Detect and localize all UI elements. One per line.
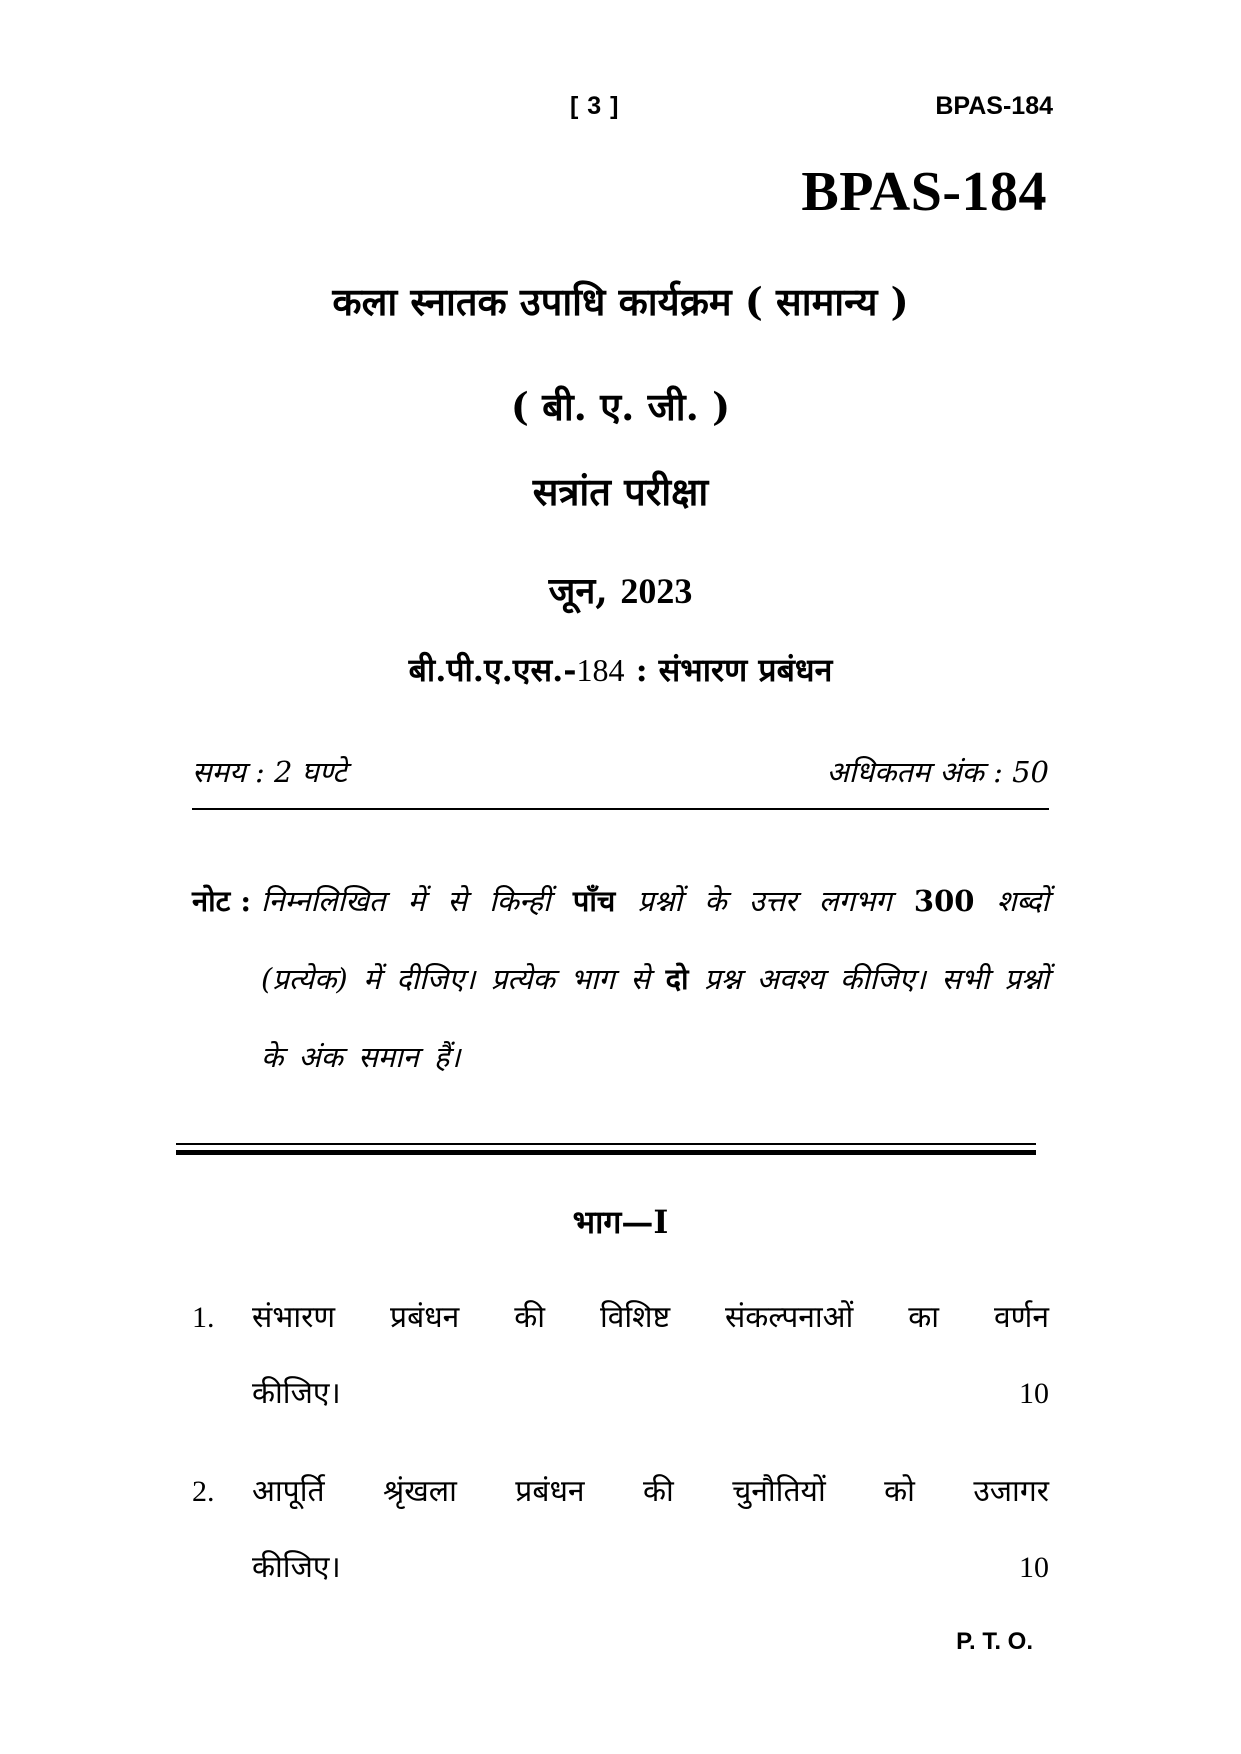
note-text-part: शब्दों (प्रत्येक) में दीजिए। प्रत्येक भाग से	[261, 884, 1050, 996]
question-text-end: कीजिए।	[252, 1550, 341, 1585]
header-course-code: BPAS-184	[935, 92, 1053, 120]
question-body	[252, 1454, 1049, 1606]
question-text: संभारण प्रबंधन की विशिष्ट संकल्पनाओं का वर्णन	[252, 1300, 1049, 1335]
question-last-line	[252, 1356, 1049, 1432]
question-item	[192, 1280, 1049, 1432]
exam-date	[0, 565, 1241, 614]
course-separator: :	[635, 651, 648, 689]
question-text-end: कीजिए।	[252, 1376, 341, 1411]
note-emphasis-two: दो	[665, 962, 689, 996]
course-name: संभारण प्रबंधन	[658, 651, 833, 689]
course-code-title: BPAS-184	[801, 161, 1047, 223]
note-emphasis-word-count: 300	[913, 884, 975, 918]
note-label: नोट :	[192, 884, 252, 918]
question-body	[252, 1280, 1049, 1432]
section-heading: भाग—I	[572, 1203, 669, 1241]
question-number: 1.	[192, 1301, 215, 1334]
note-text	[261, 862, 1049, 1096]
program-abbreviation: ( बी. ए. जी. )	[510, 384, 731, 429]
instructions-note	[192, 862, 1049, 1096]
divider-line	[192, 808, 1049, 810]
double-divider-thick	[176, 1150, 1036, 1155]
exam-year: 2023	[620, 571, 693, 611]
question-marks: 10	[1019, 1377, 1049, 1410]
question-marks: 10	[1019, 1551, 1049, 1584]
exam-month: जून,	[548, 570, 608, 612]
maximum-marks: अधिकतम अंक : 50	[826, 755, 1049, 789]
note-text-part: प्रश्न अवश्य कीजिए। सभी प्रश्नों के अंक समान हैं।	[261, 962, 1049, 1074]
note-emphasis-five: पाँच	[572, 884, 616, 918]
course-number: 184	[576, 652, 625, 688]
question-number: 2.	[192, 1475, 215, 1508]
question-item	[192, 1454, 1049, 1606]
exam-meta-row	[192, 752, 1049, 791]
question-text: आपूर्ति श्रृंखला प्रबंधन की चुनौतियों को उजागर	[252, 1474, 1049, 1509]
course-title	[0, 648, 1241, 691]
exam-type: सत्रांत परीक्षा	[532, 469, 709, 514]
course-code-hindi: बी.पी.ए.एस.-	[408, 651, 577, 689]
note-text-part: निम्नलिखित में से किन्हीं	[261, 884, 551, 918]
page-number: [ 3 ]	[570, 92, 620, 120]
time-allowed: समय : 2 घण्टे	[192, 755, 347, 789]
double-divider-thin	[176, 1143, 1036, 1145]
program-title: कला स्नातक उपाधि कार्यक्रम ( सामान्य )	[332, 279, 909, 324]
question-last-line	[252, 1530, 1049, 1606]
please-turn-over: P. T. O.	[956, 1628, 1033, 1655]
note-text-part: प्रश्नों के उत्तर लगभग	[637, 884, 892, 918]
